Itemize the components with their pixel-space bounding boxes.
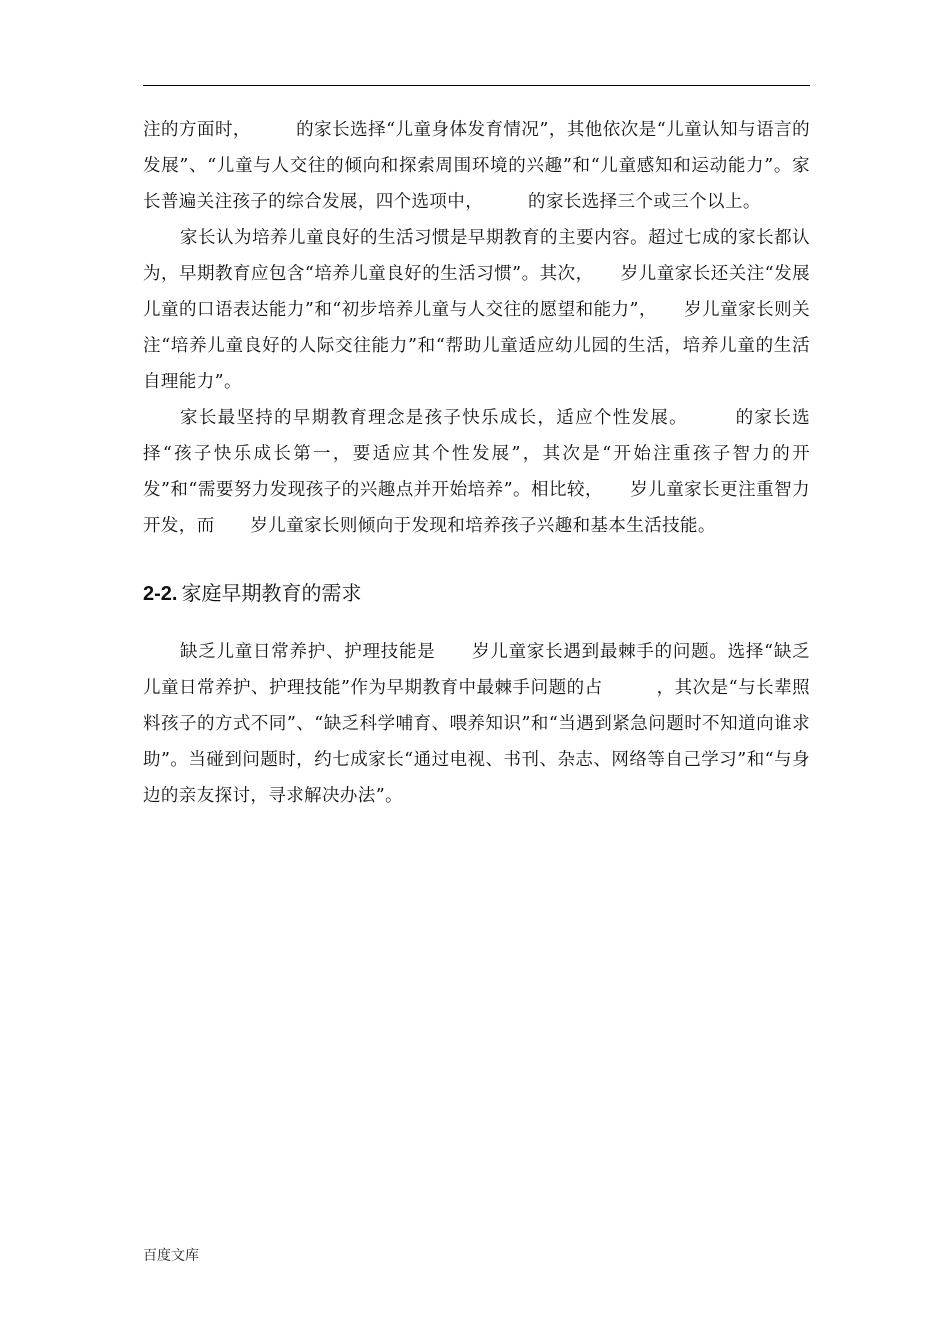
header-rule xyxy=(143,85,810,86)
section-heading xyxy=(143,578,810,609)
paragraph-living-habits: 家长认为培养儿童良好的生活习惯是早期教育的主要内容。超过七成的家长都认为，早期教育应包含“培养儿童良好的生活习惯”。其次， 岁儿童家长还关注“发展儿童的口语表达能力”和“初步培养儿童与人交往的愿望和能力”， 岁儿童家长则关注“培养儿童良好的人际交往能力”和“帮助儿童适应幼儿园的生活，培养儿童的生活自理能力”。 xyxy=(143,228,810,392)
paragraph-education-philosophy: 家长最坚持的早期教育理念是孩子快乐成长，适应个性发展。 的家长选择“孩子快乐成长第一，要适应其个性发展”，其次是“开始注重孩子智力的开发”和“需要努力发现孩子的兴趣点并开始培养”。相比较， 岁儿童家长更注重智力开发，而 岁儿童家长则倾向于发现和培养孩子兴趣和基本生活技能。 xyxy=(143,408,810,536)
paragraph-care-skills: 缺乏儿童日常养护、护理技能是 岁儿童家长遇到最棘手的问题。选择“缺乏儿童日常养护、护理技能”作为早期教育中最棘手问题的占 ，其次是“与长辈照料孩子的方式不同”、“缺乏科学哺育、喂养知识”和“当遇到紧急问题时不知道向谁求助”。当碰到问题时，约七成家长“通过电视、书刊、杂志、网络等自己学习”和“与身边的亲友探讨，寻求解决办法”。 xyxy=(143,642,810,806)
section-title: 家庭早期教育的需求 xyxy=(181,581,362,605)
section-number: 2-2. xyxy=(143,583,178,605)
paragraph-parent-concerns: 注的方面时， 的家长选择“儿童身体发育情况”，其他依次是“儿童认知与语言的发展”、“儿童与人交往的倾向和探索周围环境的兴趣”和“儿童感知和运动能力”。家长普遍关注孩子的综合发展，四个选项中， 的家长选择三个或三个以上。 xyxy=(143,120,810,212)
document-body xyxy=(143,112,810,814)
footer-source: 百度文库 xyxy=(143,1248,199,1264)
